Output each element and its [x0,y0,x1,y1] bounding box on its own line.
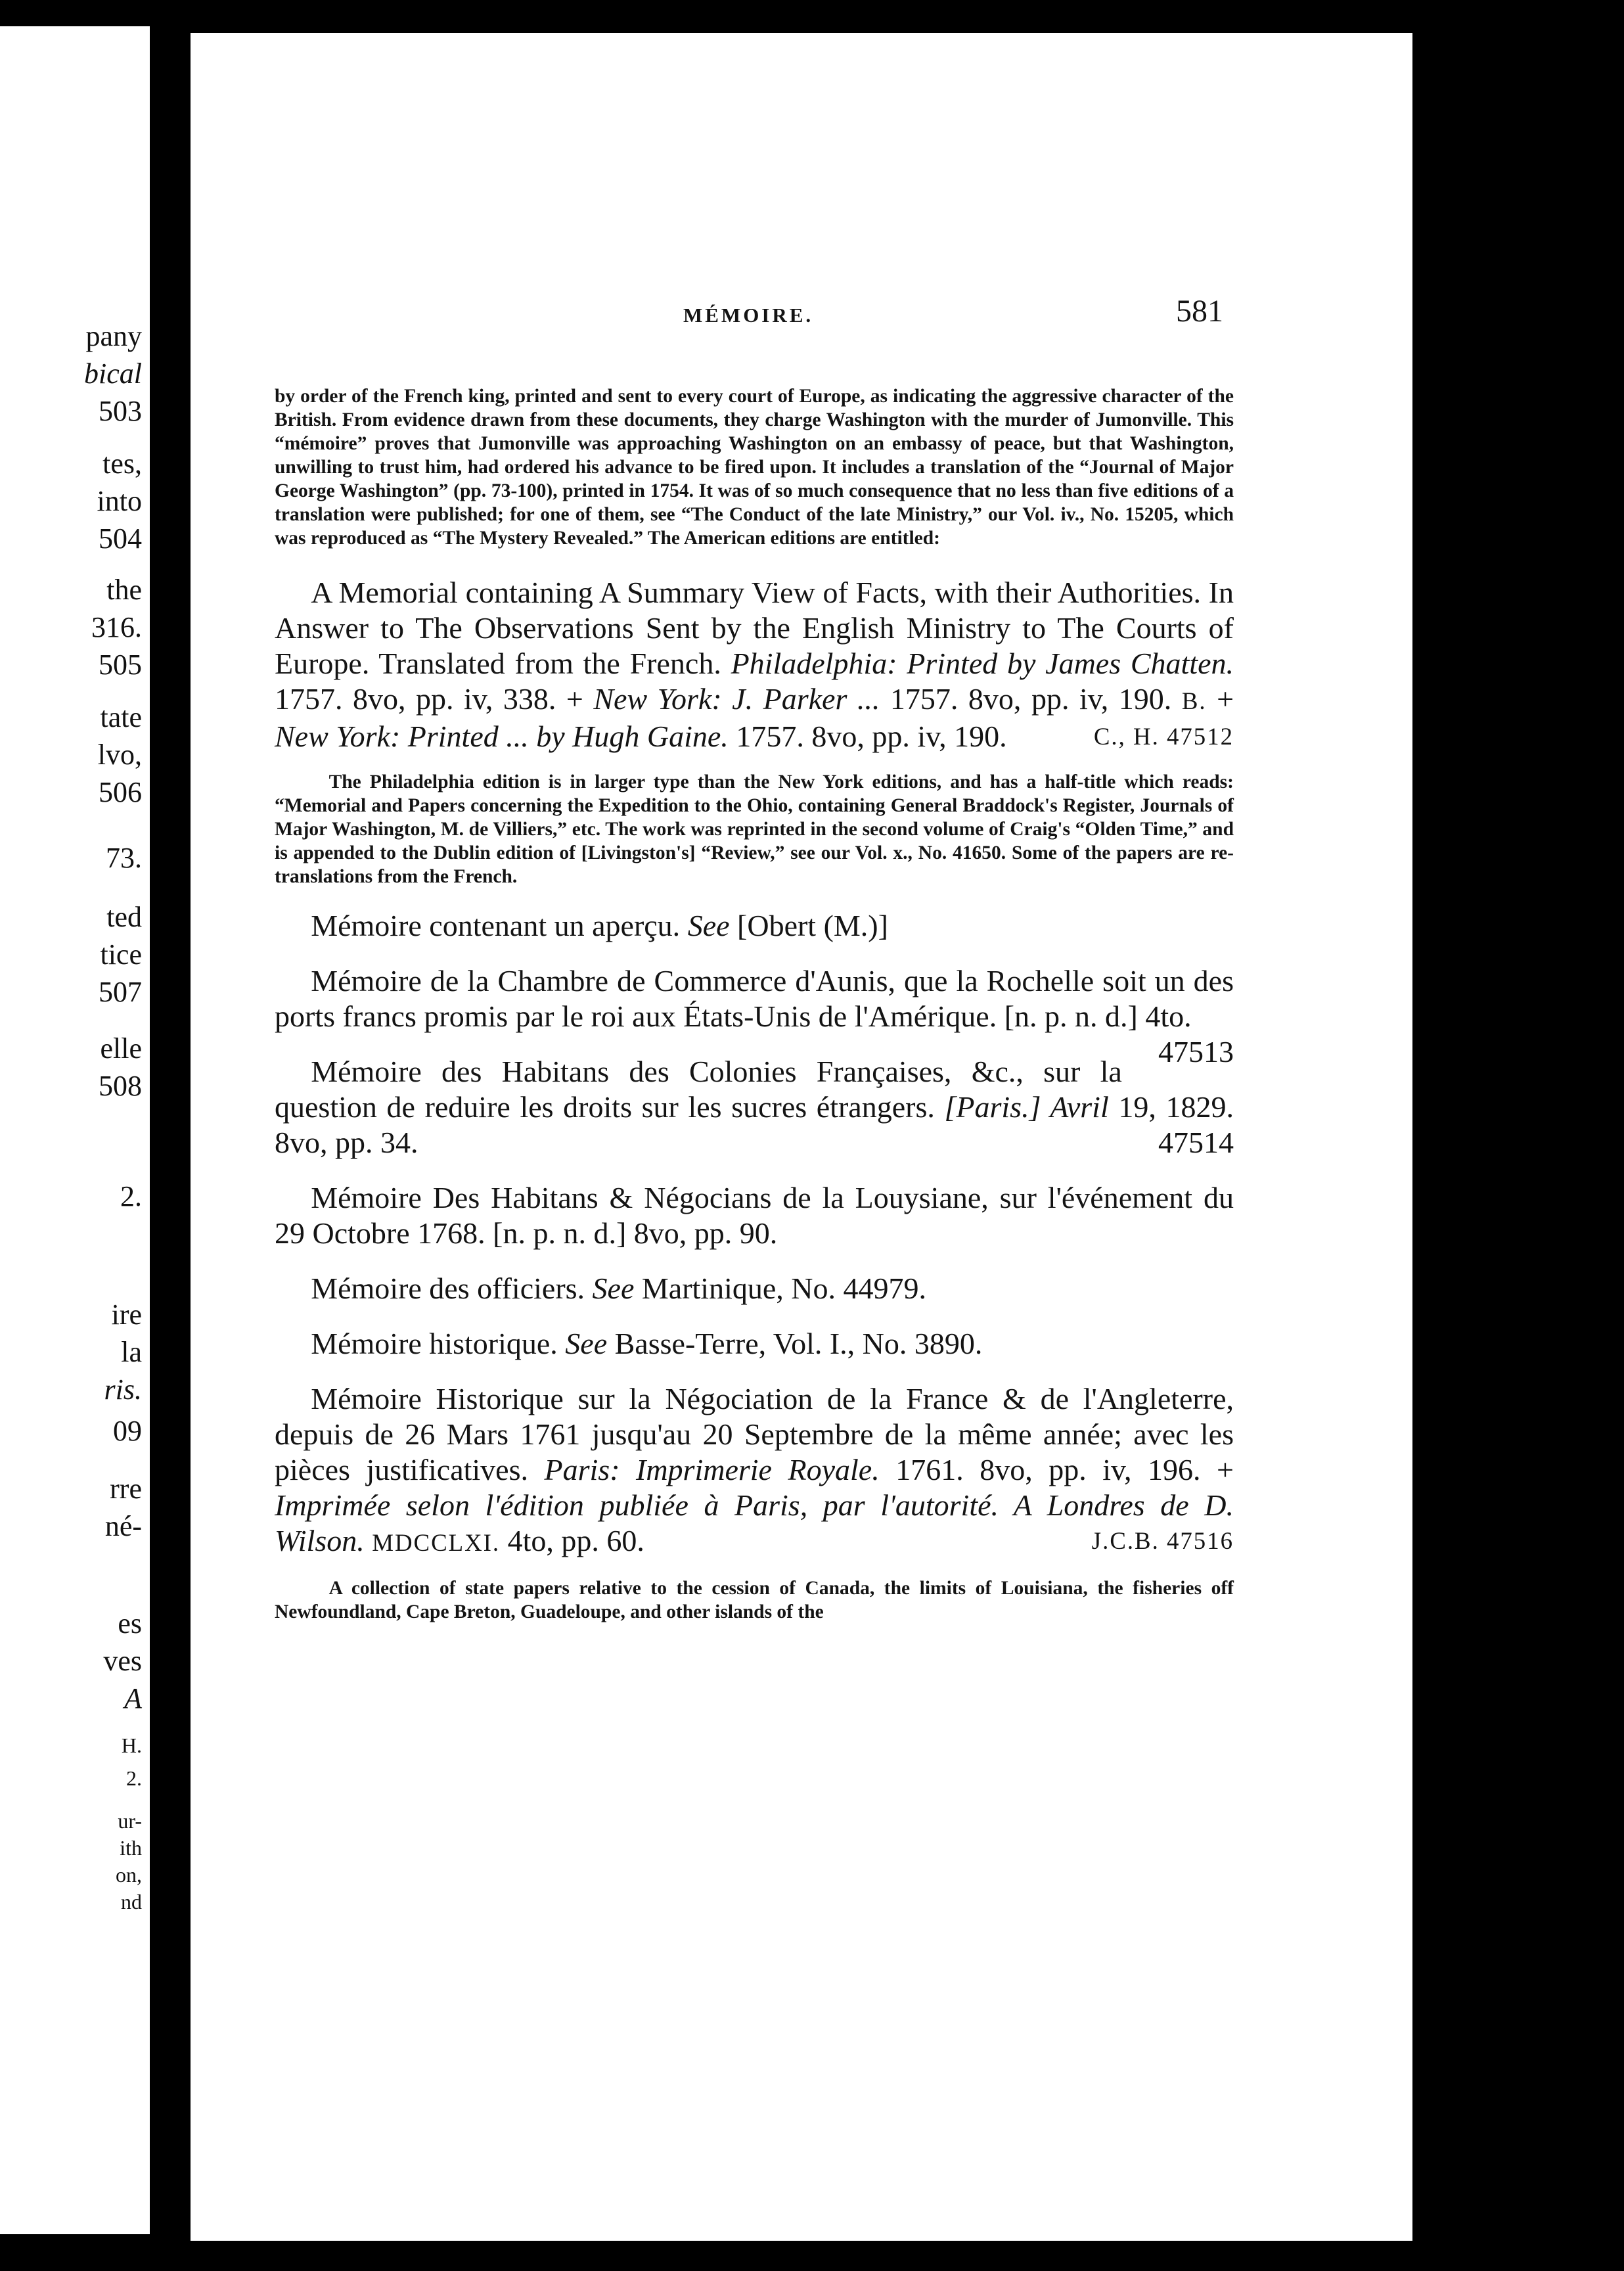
left-fragment: nd [121,1890,142,1914]
location-code: B. [1181,687,1207,714]
entry-reference: 47514 [1158,1126,1234,1159]
entry-title: Mémoire contenant un aperçu. [311,909,681,942]
cross-reference-target: Martinique, No. 44979. [641,1272,927,1305]
entry-reference: 47513 [1158,1035,1234,1068]
entry-details: 1761. 8vo, pp. iv, 196. + [895,1453,1234,1486]
left-fragment: ire [111,1298,142,1331]
left-fragment: bical [84,357,142,390]
see-label: See [565,1327,608,1360]
entry-date: MDCCLXI. [372,1529,501,1556]
left-fragment: 507 [99,976,142,1008]
left-fragment: into [97,485,142,517]
entry-imprint: [Paris.] Avril [944,1090,1109,1124]
entry-title: Mémoire Historique sur la Négociation de la France & de l'Angleterre, depuis de 26 Mars 1761 jusqu'au 20 Septembre de la même année; avec les pièces justificatives. [275,1382,1234,1486]
left-fragment: ris. [104,1373,142,1406]
entry-details: 4to, pp. 60. [507,1524,644,1557]
entry-title: Mémoire historique. [311,1327,558,1360]
entry-cross-reference [275,1271,1234,1306]
entry-title: A Memorial containing A Summary View of Facts, with their Authorities. In Answer to The Observations Sent by the English Ministry to The Courts of Europe. Translated from the French. [275,576,1234,680]
entry-imprint: Paris: Imprimerie Royale. [544,1453,880,1486]
entry-47513 [275,963,1234,1068]
entry-details: 19, 1829. 8vo, pp. 34. [275,1090,1234,1159]
left-fragment: the [106,574,142,606]
left-fragment: pany [85,320,142,352]
entry-imprint: New York: J. Parker ... [593,682,880,716]
running-head: MÉMOIRE. [683,304,814,327]
right-border [1412,0,1624,2271]
left-fragment: 505 [99,649,142,681]
page-number: 581 [1176,294,1223,329]
left-fragment: ted [106,901,142,933]
plus-sign: + [1217,682,1234,716]
left-fragment: tes, [102,447,142,480]
left-fragment: on, [116,1863,142,1887]
entry-reference: J.C.B. 47516 [1091,1527,1234,1554]
left-fragment: ith [120,1836,142,1860]
left-fragment: 2. [120,1180,142,1212]
left-fragment: 73. [106,842,142,874]
entry-cross-reference [275,908,1234,944]
left-fragment: tate [100,701,142,733]
left-fragment: 504 [99,522,142,555]
left-fragment: 09 [113,1415,142,1447]
entry-note: A collection of state papers relative to the cession of Canada, the limits of Louisiana, the fisheries off Newfoundland, Cape Breton, Guadeloupe, and other islands of the [275,1578,1234,1622]
left-fragment: tice [100,938,142,971]
entry-details: 1757. 8vo, pp. iv, 338. + [275,682,583,716]
entry-47514 [275,1054,1234,1160]
left-fragment: la [121,1336,142,1368]
entry-imprint: New York: Printed ... by Hugh Gaine. [275,720,729,753]
left-fragment: ves [103,1645,142,1677]
left-fragment: elle [100,1032,142,1065]
cross-reference-target: Basse-Terre, Vol. I., No. 3890. [614,1327,983,1360]
entry-details: 1757. 8vo, pp. iv, 190. [736,720,1007,753]
left-fragment: 506 [99,776,142,808]
entry-reference: C., H. 47512 [1093,723,1234,750]
entry-louysiane [275,1180,1234,1251]
intro-paragraph: by order of the French king, printed and sent to every court of Europe, as indicating the aggressive character of the British. From evidence drawn from these documents, they charge Washington with the murder of Jumonville. This “mémoire” proves that Jumonville was approaching Washington on an embassy of peace, but that Washington, unwilling to trust him, had ordered his advance to be fired upon. It includes a translation of the “Journal of Major George Washington” (pp. 73-100), printed in 1754. It was of so much consequence that no less than five editions of a translation were published; for one of them, see “The Conduct of the late Ministry,” our Vol. iv., No. 15205, which was reproduced as “The Mystery Revealed.” The American editions are entitled: [275,386,1234,549]
left-fragment: 503 [99,395,142,427]
page-header [191,264,1412,329]
entry-title: Mémoire Des Habitans & Négocians de la Louysiane, sur l'événement du 29 Octobre 1768. [n. p. n. d.] 8vo, pp. 90. [275,1181,1234,1250]
main-page [191,33,1412,2241]
entry-imprint: Philadelphia: Printed by James Chatten. [731,647,1234,680]
entry-details: 1757. 8vo, pp. iv, 190. [890,682,1172,716]
entry-imprint: Imprimée selon l'édition publiée à Paris, par l'autorité. A Londres de D. Wilson. [275,1488,1234,1557]
left-fragment: ur- [118,1809,142,1833]
left-fragment: A [124,1682,142,1714]
left-fragment: H. [121,1733,142,1757]
entry-47516 [275,1381,1234,1561]
entry-cross-reference [275,1326,1234,1362]
left-page-sliver [0,26,150,2234]
left-fragment: 508 [99,1070,142,1102]
left-fragment: 2. [126,1766,142,1790]
entry-47512 [275,575,1234,754]
left-fragment: es [118,1607,142,1640]
see-label: See [592,1272,635,1305]
left-fragment: rre [110,1473,142,1505]
left-fragment: lvo, [97,739,142,771]
book-gutter [150,0,191,2271]
entry-title: Mémoire des Habitans des Colonies Françaises, &c., sur la question de reduire les droits sur les sucres étrangers. [275,1055,1122,1124]
left-fragment: né- [104,1510,142,1542]
entry-note: The Philadelphia edition is in larger type than the New York editions, and has a half-title which reads: “Memorial and Papers concerning the Expedition to the Ohio, containing General Braddock's Register, Journals of Major Washington, M. de Villiers,” etc. The work was reprinted in the second volume of Craig's “Olden Time,” and is appended to the Dublin edition of [Livingston's] “Review,” see our Vol. x., No. 41650. Some of the papers are re-translations from the French. [275,771,1234,887]
left-fragment: 316. [91,611,142,643]
page-content [275,384,1234,1624]
entry-title: Mémoire des officiers. [311,1272,585,1305]
entry-title: Mémoire de la Chambre de Commerce d'Aunis, que la Rochelle soit un des ports francs promis par le roi aux États-Unis de l'Amérique. [n. p. n. d.] 4to. [275,964,1234,1033]
see-label: See [687,909,730,942]
cross-reference-target: [Obert (M.)] [737,909,888,942]
